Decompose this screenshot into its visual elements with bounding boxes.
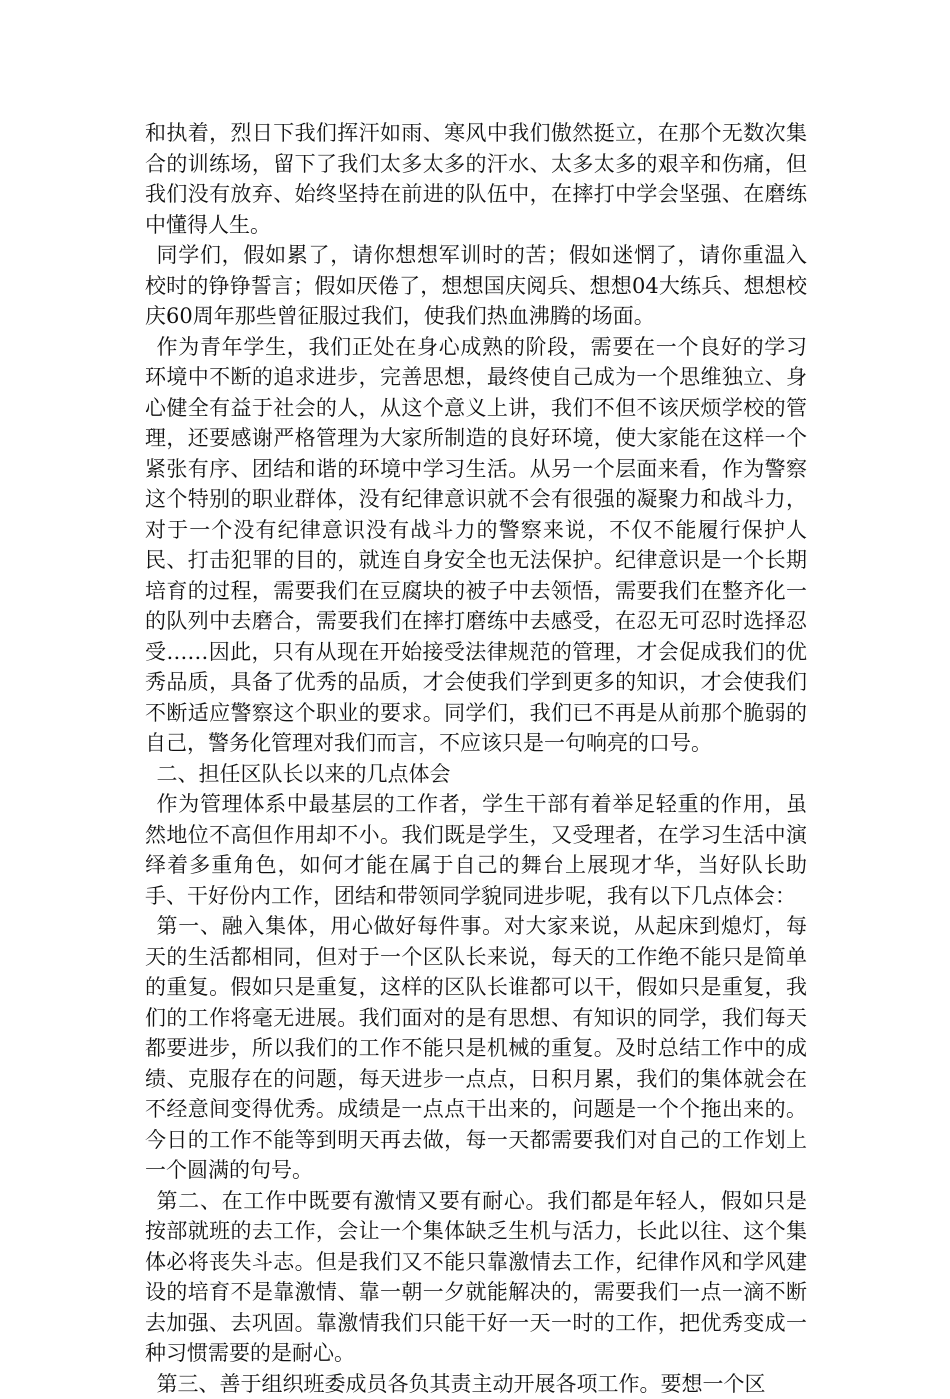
paragraph-point-three: 第三、善于组织班委成员各负其责主动开展各项工作。要想一个区 [145, 1369, 807, 1399]
paragraph-classmates-reminder: 同学们，假如累了，请你想想军训时的苦；假如迷惘了，请你重温入校时的铮铮誓言；假如厌倦了，想想国庆阅兵、想想04大练兵、想想校庆60周年那些曾征服过我们，使我们热血沸腾的场面。 [145, 240, 807, 332]
paragraph-student-cadre-role: 作为管理体系中最基层的工作者，学生干部有着举足轻重的作用，虽然地位不高但作用却不小。我们既是学生，又受理者，在学习生活中演绎着多重角色，如何才能在属于自己的舞台上展现才华，当好队长助手、干好份内工作，团结和带领同学貌同进步呢，我有以下几点体会： [145, 789, 807, 911]
document-body [145, 118, 807, 1399]
paragraph-training-memories: 和执着，烈日下我们挥汗如雨、寒风中我们傲然挺立，在那个无数次集合的训练场，留下了我们太多太多的汗水、太多太多的艰辛和伤痛，但我们没有放弃、始终坚持在前进的队伍中，在摔打中学会坚强、在磨练中懂得人生。 [145, 118, 807, 240]
paragraph-discipline-awareness: 作为青年学生，我们正处在身心成熟的阶段，需要在一个良好的学习环境中不断的追求进步，完善思想，最终使自己成为一个思维独立、身心健全有益于社会的人，从这个意义上讲，我们不但不该厌烦学校的管理，还要感谢严格管理为大家所制造的良好环境，使大家能在这样一个紧张有序、团结和谐的环境中学习生活。从另一个层面来看，作为警察这个特别的职业群体，没有纪律意识就不会有很强的凝聚力和战斗力，对于一个没有纪律意识没有战斗力的警察来说，不仅不能履行保护人民、打击犯罪的目的，就连自身安全也无法保护。纪律意识是一个长期培育的过程，需要我们在豆腐块的被子中去领悟，需要我们在整齐化一的队列中去磨合，需要我们在摔打磨练中去感受，在忍无可忍时选择忍受……因此，只有从现在开始接受法律规范的管理，才会促成我们的优秀品质，具备了优秀的品质，才会使我们学到更多的知识，才会使我们不断适应警察这个职业的要求。同学们，我们已不再是从前那个脆弱的自己，警务化管理对我们而言，不应该只是一句响亮的口号。 [145, 332, 807, 759]
paragraph-point-two: 第二、在工作中既要有激情又要有耐心。我们都是年轻人，假如只是按部就班的去工作，会让一个集体缺乏生机与活力，长此以往、这个集体必将丧失斗志。但是我们又不能只靠激情去工作，纪律作风和学风建设的培育不是靠激情、靠一朝一夕就能解决的，需要我们一点一滴不断去加强、去巩固。靠激情我们只能干好一天一时的工作，把优秀变成一种习惯需要的是耐心。 [145, 1186, 807, 1369]
paragraph-point-one: 第一、融入集体，用心做好每件事。对大家来说，从起床到熄灯，每天的生活都相同，但对于一个区队长来说，每天的工作绝不能只是简单的重复。假如只是重复，这样的区队长谁都可以干，假如只是重复，我们的工作将毫无进展。我们面对的是有思想、有知识的同学，我们每天都要进步，所以我们的工作不能只是机械的重复。及时总结工作中的成绩、克服存在的问题，每天进步一点点，日积月累，我们的集体就会在不经意间变得优秀。成绩是一点点干出来的，问题是一个个拖出来的。今日的工作不能等到明天再去做，每一天都需要我们对自己的工作划上一个圆满的句号。 [145, 911, 807, 1186]
section-heading-experiences: 二、担任区队长以来的几点体会 [145, 759, 807, 790]
